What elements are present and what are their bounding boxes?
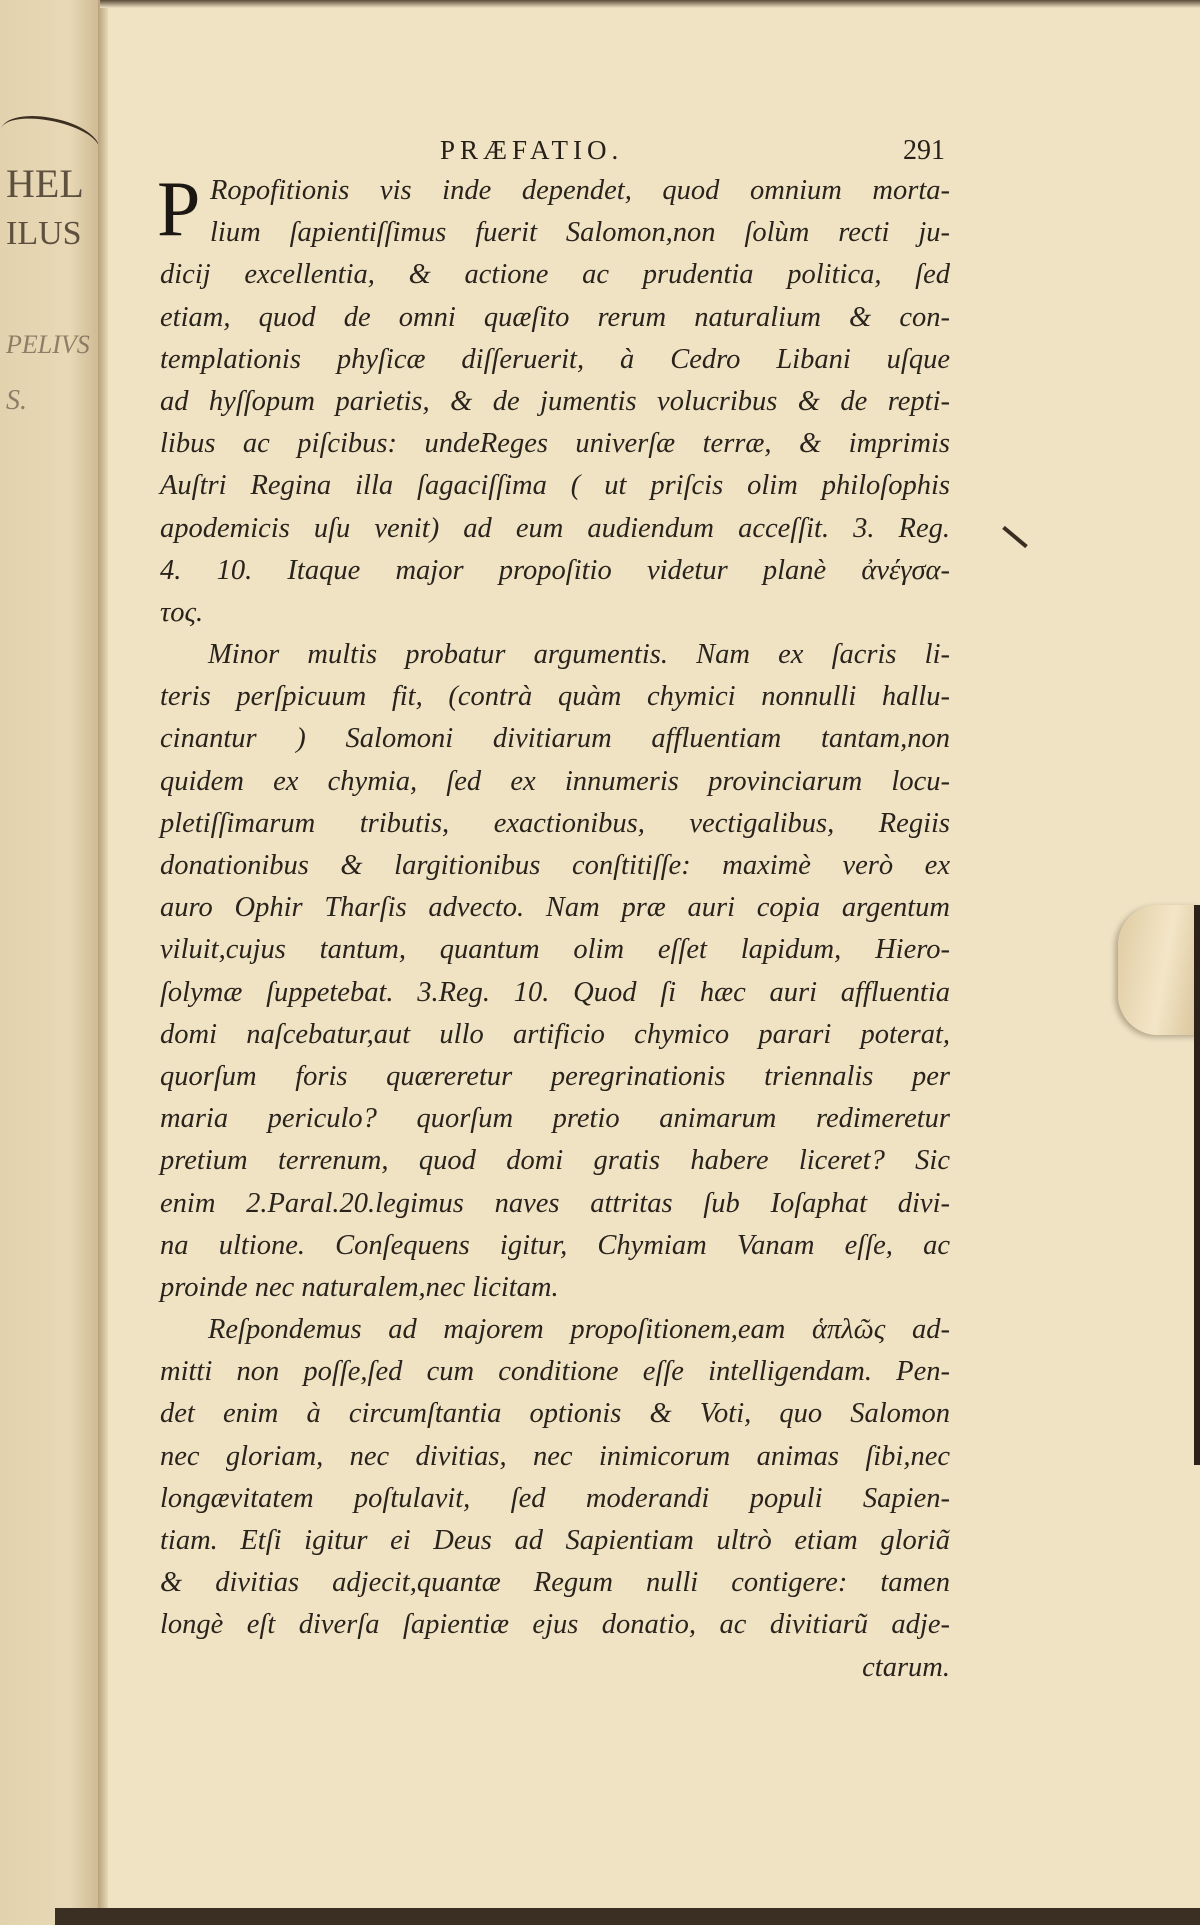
text-line: pletiſſimarum tributis, exactionibus, vectigalibus, Regiis (160, 807, 950, 839)
text-line: cinantur ) Salomoni divitiarum affluentiam tantam,non (160, 723, 950, 755)
text-line: apodemicis uſu venit) ad eum audiendum acceſſit. 3. Reg. (160, 512, 950, 544)
text-line: quidem ex chymia, ſed ex innumeris provinciarum locu- (160, 765, 950, 797)
text-line: longævitatem poſtulavit, ſed moderandi populi Sapien- (160, 1482, 950, 1514)
facing-page-fragment: ILUS (6, 215, 82, 252)
text-line: & divitias adjecit,quantæ Regum nulli contigere: tamen (160, 1567, 950, 1599)
text-line: teris perſpicuum fit, (contrà quàm chymici nonnulli hallu- (160, 681, 950, 713)
text-line: 4. 10. Itaque major propoſitio videtur planè ἀνέγσα- (160, 554, 950, 586)
text-line: na ultione. Conſequens igitur, Chymiam Vanam eſſe, ac (160, 1229, 950, 1261)
facing-page-fragment: PELIVS (6, 330, 90, 359)
text-line: maria periculo? quorſum pretio animarum redimeretur (160, 1103, 950, 1135)
text-line: donationibus & largitionibus conſtitiſſe: maximè verò ex (160, 850, 950, 881)
text-line: auro Ophir Tharſis advecto. Nam præ auri copia argentum (160, 892, 950, 924)
paper-tab (1118, 905, 1200, 1035)
facing-page-fragment: HEL (6, 161, 84, 206)
text-line: proinde nec naturalem,nec licitam. (160, 1271, 559, 1303)
text-line: dicij excellentia, & actione ac prudentia politica, ſed (160, 259, 950, 291)
top-edge (100, 0, 1200, 8)
text-line: Auſtri Regina illa ſagaciſſima ( ut priſcis olim philoſophis (160, 470, 950, 502)
ink-mark (1002, 526, 1028, 548)
text-line: tiam. Etſi igitur ei Deus ad Sapientiam ultrò etiam gloriã (160, 1525, 950, 1556)
drop-cap: P (157, 165, 201, 252)
text-line: ad hyſſopum parietis, & de jumentis volucribus & de repti- (160, 385, 950, 417)
text-line: lium ſapientiſſimus fuerit Salomon,non ſolùm recti ju- (210, 217, 950, 249)
text-line: longè eſt diverſa ſapientiæ ejus donatio, ac divitiarũ adje- (160, 1609, 950, 1641)
facing-page-edge (0, 0, 100, 1925)
facing-page-fragment: S. (6, 385, 27, 416)
text-line: nec gloriam, nec divitias, nec inimicorum animas ſibi,nec (160, 1440, 950, 1472)
text-line: ctarum. (862, 1651, 950, 1683)
text-line: ſolymæ ſuppetebat. 3.Reg. 10. Quod ſi hæc auri affluentia (160, 976, 950, 1008)
bottom-edge (55, 1908, 1200, 1925)
page-number: 291 (903, 135, 945, 166)
page-header (160, 135, 945, 175)
text-line: domi naſcebatur,aut ullo artificio chymico parari poterat, (160, 1018, 950, 1050)
text-line: Ropofitionis vis inde dependet, quod omnium morta- (210, 175, 950, 206)
adjacent-page-edge (1194, 905, 1200, 1465)
text-line: viluit,cujus tantum, quantum olim eſſet lapidum, Hiero- (160, 934, 950, 966)
paragraph-1-opening (160, 170, 950, 254)
text-line: Reſpondemus ad majorem propoſitionem,eam ἁπλῶς ad- (208, 1314, 950, 1346)
text-line: quorſum foris quæreretur peregrinationis triennalis per (160, 1060, 950, 1092)
text-line: det enim à circumſtantia optionis & Voti, quo Salomon (160, 1398, 950, 1430)
text-line: τος. (160, 596, 204, 628)
text-line: templationis phyſicæ diſſeruerit, à Cedro Libani uſque (160, 343, 950, 375)
text-line: pretium terrenum, quod domi gratis habere liceret? Sic (160, 1145, 950, 1177)
text-line: Minor multis probatur argumentis. Nam ex ſacris li- (208, 639, 950, 671)
gutter-shadow (98, 0, 108, 1925)
text-line: libus ac piſcibus: undeReges univerſæ terræ, & imprimis (160, 428, 950, 460)
text-line: etiam, quod de omni quæſito rerum naturalium & con- (160, 301, 950, 333)
text-line: enim 2.Paral.20.legimus naves attritas ſub Ioſaphat divi- (160, 1187, 950, 1219)
body-text (160, 170, 950, 1689)
text-line: mitti non poſſe,ſed cum conditione eſſe intelligendam. Pen- (160, 1356, 950, 1388)
running-head: PRÆFATIO. (440, 135, 624, 165)
